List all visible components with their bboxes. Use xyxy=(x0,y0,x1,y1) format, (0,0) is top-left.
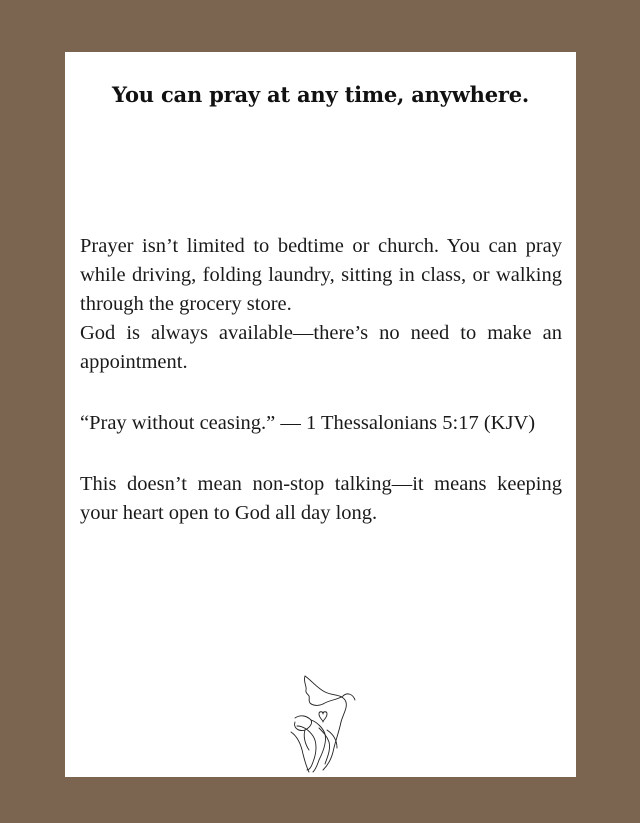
spacer xyxy=(80,438,562,470)
page-title: You can pray at any time, anywhere. xyxy=(112,82,529,107)
content-card xyxy=(65,52,576,777)
scripture-quote: “Pray without ceasing.” — 1 Thessalonians 5:17 (KJV) xyxy=(80,412,536,434)
spacer xyxy=(80,377,562,409)
body-text xyxy=(80,232,562,528)
paragraph-god-available: God is always available—there’s no need to make an appointment. xyxy=(80,322,562,373)
paragraph-prayer-anytime: Prayer isn’t limited to bedtime or church. You can pray while driving, folding laundry, sitting in class, or walking through the grocery store. xyxy=(80,235,562,315)
praying-hands-line-art-icon xyxy=(283,670,359,774)
paragraph-heart-open: This doesn’t mean non-stop talking—it means keeping your heart open to God all day long. xyxy=(80,473,562,524)
